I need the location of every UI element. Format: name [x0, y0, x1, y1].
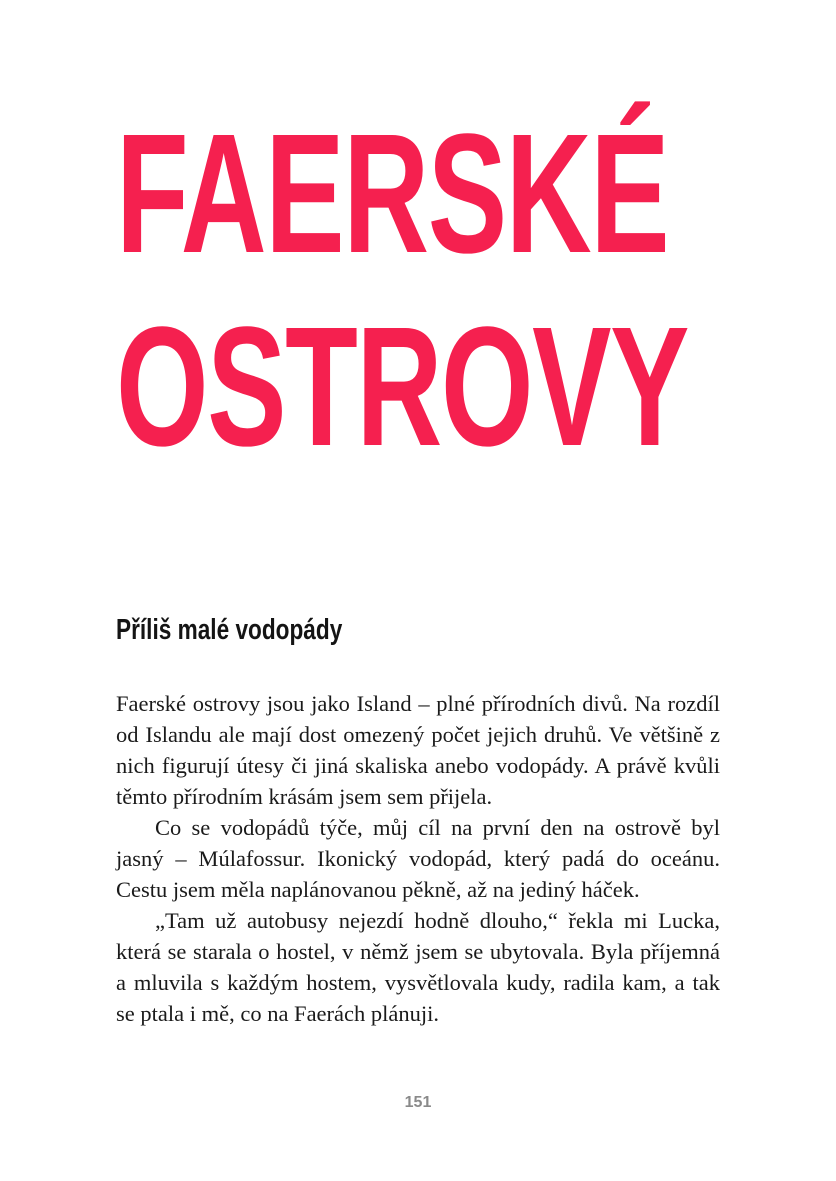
paragraph-1: Faerské ostrovy jsou jako Island – plné přírodních divů. Na rozdíl od Islandu ale mají dost omezený počet jejich druhů. Ve většině z nich figurují útesy či jiná skaliska anebo vodopády. A právě kvůli těmto přírodním krásám jsem sem přijela. — [116, 691, 720, 809]
body-text — [116, 688, 720, 1029]
chapter-title-line-1: FAERSKÉ — [116, 99, 669, 289]
chapter-title-line-2: OSTROVY — [116, 292, 689, 482]
paragraph-3: „Tam už autobusy nejezdí hodně dlouho,“ řekla mi Lucka, která se starala o hostel, v němž jsem se ubytovala. Byla příjemná a mluvila s každým hostem, vysvětlovala kudy, radila kam, a tak se ptala i mě, co na Faerách plánuji. — [116, 908, 720, 1026]
chapter-title — [116, 98, 688, 484]
section-heading: Příliš malé vodopády — [116, 614, 343, 646]
page-number: 151 — [404, 1094, 432, 1111]
paragraph-2: Co se vodopádů týče, můj cíl na první den na ostrově byl jasný – Múlafossur. Ikonický vodopád, který padá do oceánu. Cestu jsem měla naplánovanou pěkně, až na jediný háček. — [116, 815, 720, 902]
